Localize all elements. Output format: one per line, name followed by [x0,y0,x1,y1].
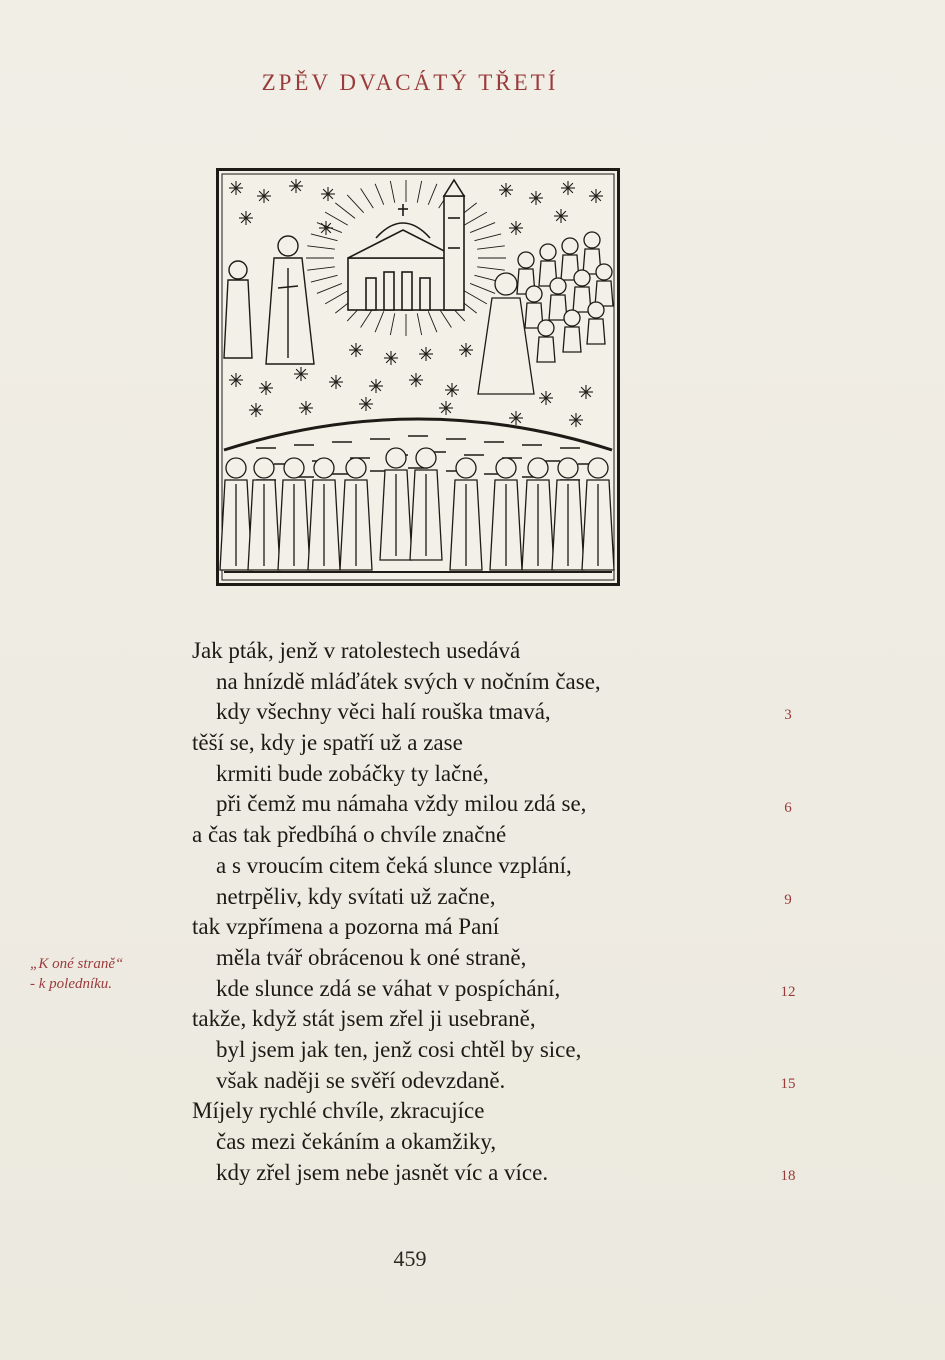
page-number: 459 [393,1246,427,1271]
verse-line: při čemž mu námaha vždy milou zdá se, [216,791,587,817]
margin-note-line: - k poledníku. [30,976,113,992]
line-number: 6 [784,799,792,816]
verse-line: těší se, kdy je spatří už a zase [192,730,463,756]
verse-line: krmiti bude zobáčky ty lačné, [216,760,489,786]
verse-line: Míjely rychlé chvíle, zkracujíce [192,1098,485,1124]
line-number: 3 [784,707,792,724]
verse-line: netrpěliv, kdy svítati už začne, [216,883,496,909]
line-number: 15 [780,1075,796,1092]
verse-line: kde slunce zdá se váhat v pospíchání, [216,975,561,1001]
chapter-title: ZPĚV DVACÁTÝ TŘETÍ [261,70,559,95]
verse-line: a s vroucím citem čeká slunce vzplání, [216,852,572,878]
line-number: 18 [780,1167,796,1184]
verse-line: však naději se svěří odevzdaně. [216,1067,506,1093]
line-number: 9 [784,891,792,908]
verse-line: kdy zřel jsem nebe jasnět víc a více. [216,1159,549,1185]
verse-line: takže, když stát jsem zřel ji usebraně, [192,1006,536,1032]
verse-line: čas mezi čekáním a okamžiky, [216,1129,497,1154]
verse-line: měla tvář obrácenou k oné straně, [216,944,527,970]
verse-line: byl jsem jak ten, jenž cosi chtěl by sice, [216,1036,582,1062]
margin-note [30,954,170,994]
line-number: 12 [780,983,796,1000]
verse-line: na hnízdě mláďátek svých v nočním čase, [216,668,601,694]
verse-line: Jak pták, jenž v ratolestech usedává [192,638,521,663]
woodcut-illustration-icon [216,168,620,586]
verse-line: tak vzpřímena a pozorna má Paní [192,914,500,940]
verse-line: kdy všechny věci halí rouška tmavá, [216,699,551,725]
margin-note-line: „K oné straně“ [30,956,124,972]
verse-line: a čas tak předbíhá o chvíle značné [192,822,507,848]
verse-text [192,636,712,1188]
